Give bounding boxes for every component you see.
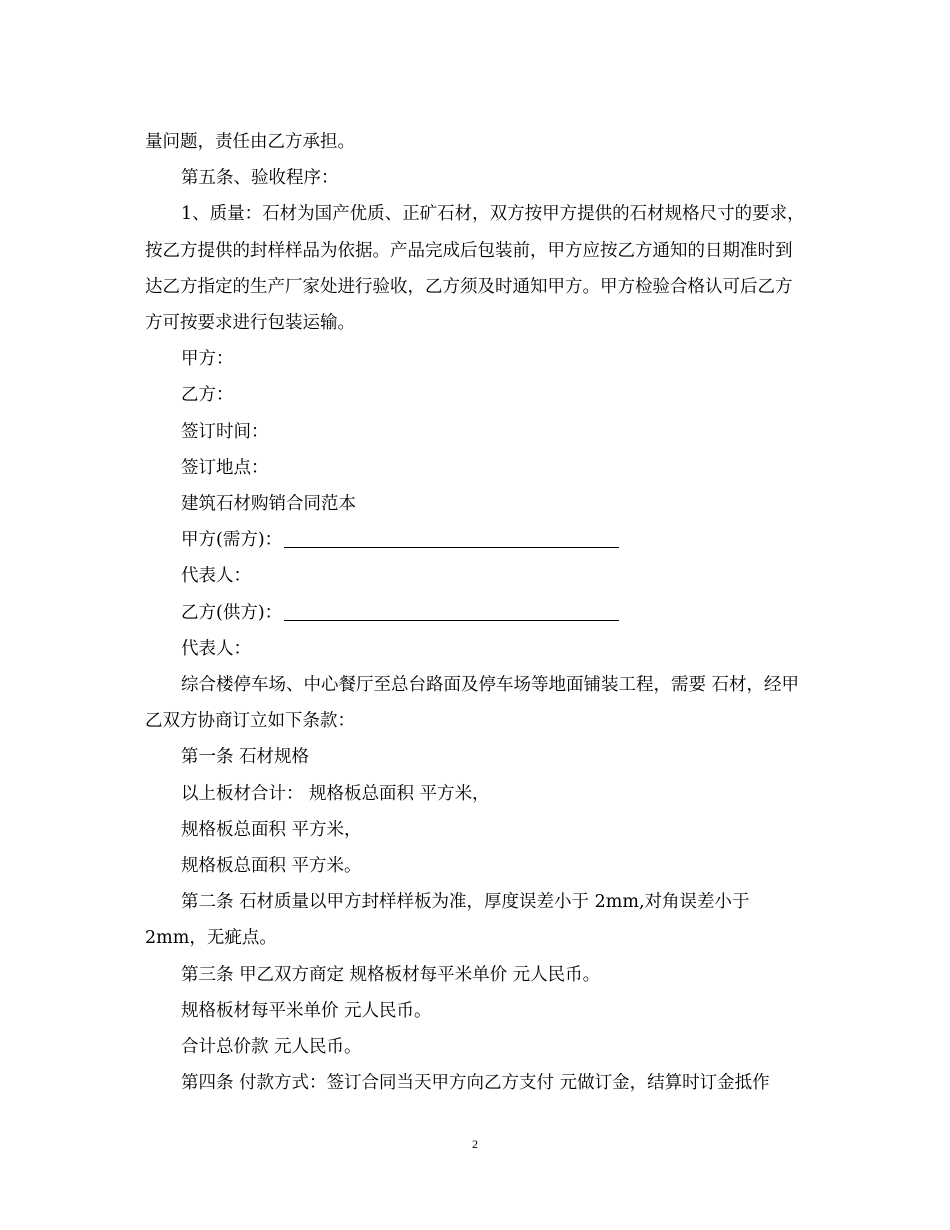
paragraph bbox=[145, 1029, 805, 1065]
paragraph-text: 合计总价款 元人民币。 bbox=[181, 1037, 362, 1058]
paragraph-text: 1、质量：石材为国产优质、正矿石材，双方按甲方提供的石材规格尺寸的要求，按乙方提供的封样样品为依据。产品完成后包装前，甲方应按乙方通知的日期准时到达乙方指定的生产厂家处进行验收，乙方须及时通知甲方。甲方检验合格认可后乙方方可按要求进行包装运输。 bbox=[145, 204, 805, 334]
paragraph-text: 乙方： bbox=[181, 385, 234, 406]
paragraph bbox=[145, 450, 805, 486]
paragraph-text: 签订时间： bbox=[181, 421, 269, 442]
paragraph-text: 甲方： bbox=[181, 349, 234, 370]
paragraph-text: 签订地点： bbox=[181, 457, 269, 478]
paragraph-text: 规格板材每平米单价 元人民币。 bbox=[181, 1000, 432, 1021]
paragraph-text: 第三条 甲乙双方商定 规格板材每平米单价 元人民币。 bbox=[181, 964, 601, 985]
paragraph bbox=[145, 812, 805, 848]
paragraph-text: 甲方(需方)： bbox=[181, 530, 283, 551]
paragraph bbox=[145, 739, 805, 775]
paragraph bbox=[145, 558, 805, 594]
paragraph bbox=[145, 341, 805, 377]
page-number: 2 bbox=[472, 1137, 478, 1151]
paragraph-text: 量问题，责任由乙方承担。 bbox=[145, 132, 355, 152]
paragraph-text: 乙方(供方)： bbox=[181, 602, 283, 623]
paragraph bbox=[145, 486, 805, 522]
paragraph-text: 代表人： bbox=[181, 566, 251, 587]
paragraph-text: 第五条、验收程序： bbox=[181, 168, 339, 189]
paragraph bbox=[145, 124, 805, 160]
paragraph bbox=[145, 160, 805, 196]
paragraph-text: 第一条 石材规格 bbox=[181, 747, 310, 768]
paragraph-text: 第四条 付款方式：签订合同当天甲方向乙方支付 元做订金，结算时订金抵作 bbox=[181, 1073, 770, 1094]
fill-in-blank-line bbox=[284, 546, 619, 548]
paragraph bbox=[145, 848, 805, 884]
paragraph bbox=[145, 957, 805, 993]
paragraph-text: 以上板材合计： 规格板总面积 平方米， bbox=[181, 783, 490, 804]
paragraph-text: 建筑石材购销合同范本 bbox=[181, 494, 356, 515]
paragraph bbox=[145, 884, 805, 956]
paragraph bbox=[145, 667, 805, 739]
paragraph bbox=[145, 993, 805, 1029]
paragraph-text: 综合楼停车场、中心餐厅至总台路面及停车场等地面铺装工程，需要 石材，经甲乙双方协商订立如下条款： bbox=[145, 675, 800, 732]
paragraph bbox=[145, 414, 805, 450]
paragraph-text: 代表人： bbox=[181, 638, 251, 659]
paragraph bbox=[145, 377, 805, 413]
paragraph bbox=[145, 1065, 805, 1101]
paragraph-text: 规格板总面积 平方米。 bbox=[181, 856, 362, 877]
paragraph bbox=[145, 595, 805, 631]
paragraph bbox=[145, 631, 805, 667]
paragraph bbox=[145, 196, 805, 341]
fill-in-blank-line bbox=[284, 619, 619, 621]
paragraph bbox=[145, 776, 805, 812]
paragraph-text: 规格板总面积 平方米， bbox=[181, 819, 362, 840]
paragraph bbox=[145, 522, 805, 558]
paragraph-text: 第二条 石材质量以甲方封样样板为准，厚度误差小于 2mm,对角误差小于 2mm，无疵点。 bbox=[145, 892, 750, 949]
document-body bbox=[145, 124, 805, 1101]
